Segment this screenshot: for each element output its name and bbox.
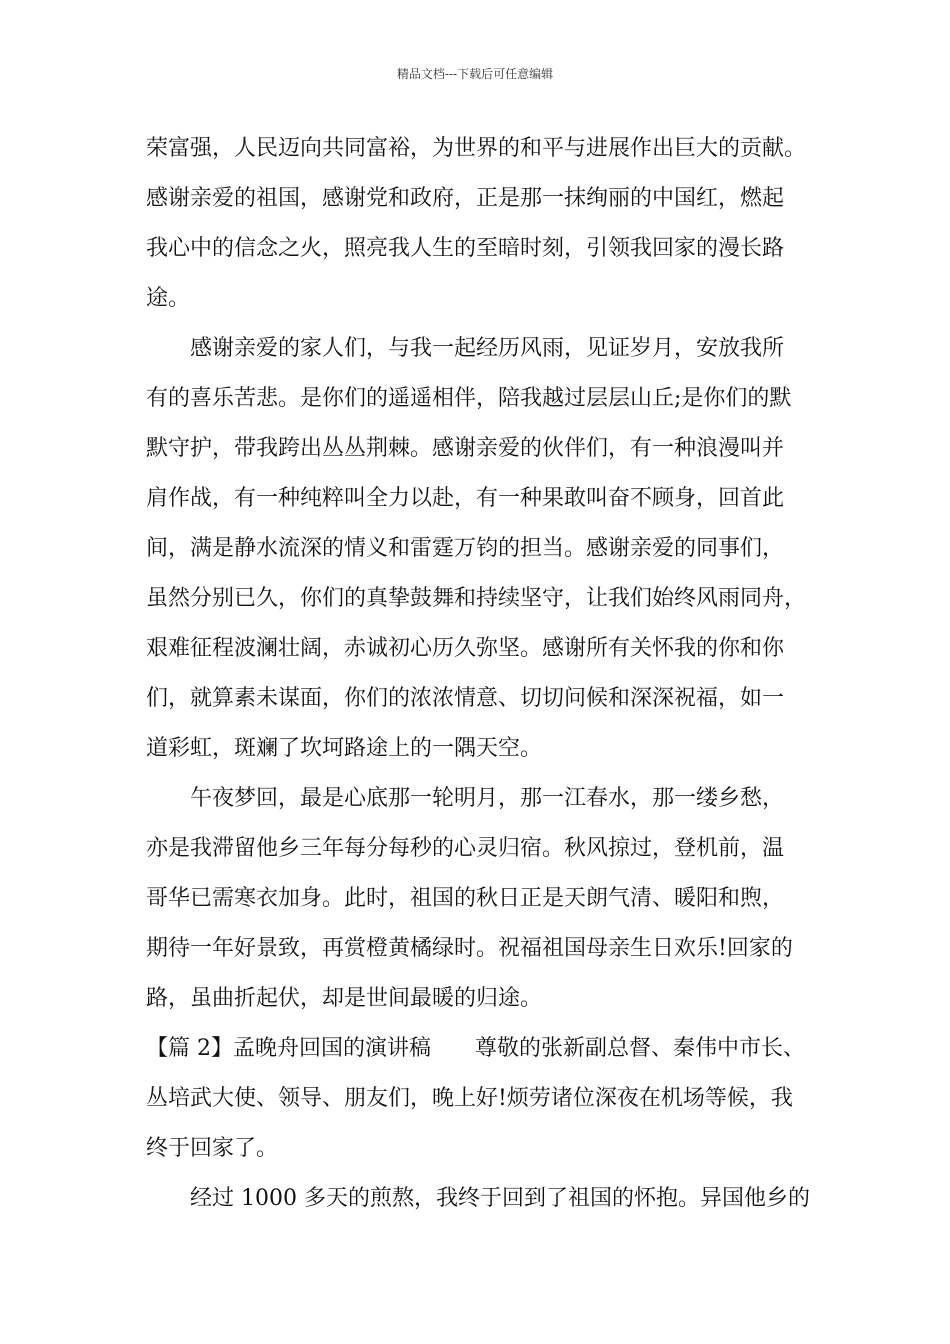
text-line: 们，就算素未谋面，你们的浓浓情意、切切问候和深深祝福，如一 <box>146 686 785 711</box>
text-line: 肩作战，有一种纯粹叫全力以赴，有一种果敢叫奋不顾身，回首此 <box>146 486 785 511</box>
text-line: 终于回家了。 <box>146 1136 279 1161</box>
text-line: 艰难征程波澜壮阔，赤诚初心历久弥坚。感谢所有关怀我的你和你 <box>146 636 785 661</box>
page-header: 精品文档---下载后可任意编辑 <box>396 67 554 81</box>
text-line: 感谢亲爱的祖国，感谢党和政府，正是那一抹绚丽的中国红，燃起 <box>146 186 785 211</box>
paragraph-first-line: 感谢亲爱的家人们，与我一起经历风雨，见证岁月，安放我所 <box>190 336 785 361</box>
document-body <box>146 124 836 1224</box>
text-line: 荣富强，人民迈向共同富裕，为世界的和平与进展作出巨大的贡献。 <box>146 136 807 161</box>
section-heading-line: 【篇 2】孟晚舟回国的演讲稿 尊敬的张新副总督、秦伟中市长、 <box>146 1036 805 1061</box>
text-line: 期待一年好景致，再赏橙黄橘绿时。祝福祖国母亲生日欢乐!回家的 <box>146 936 793 961</box>
text-line: 路，虽曲折起伏，却是世间最暖的归途。 <box>146 986 543 1011</box>
text-line: 途。 <box>146 286 191 311</box>
text-line: 道彩虹，斑斓了坎坷路途上的一隅天空。 <box>146 736 543 761</box>
text-line: 亦是我滞留他乡三年每分每秒的心灵归宿。秋风掠过，登机前，温 <box>146 836 785 861</box>
text-line: 有的喜乐苦悲。是你们的遥遥相伴，陪我越过层层山丘;是你们的默 <box>146 386 792 411</box>
paragraph-first-line: 经过 1000 多天的煎熬，我终于回到了祖国的怀抱。异国他乡的 <box>190 1186 810 1211</box>
text-line: 间，满是静水流深的情义和雷霆万钧的担当。感谢亲爱的同事们， <box>146 536 785 561</box>
text-line: 我心中的信念之火，照亮我人生的至暗时刻，引领我回家的漫长路 <box>146 236 785 261</box>
text-line: 哥华已需寒衣加身。此时，祖国的秋日正是天朗气清、暖阳和煦， <box>146 886 785 911</box>
text-line: 丛培武大使、领导、朋友们，晚上好!烦劳诸位深夜在机场等候，我 <box>146 1086 793 1111</box>
text-line: 默守护，带我跨出丛丛荆棘。感谢亲爱的伙伴们，有一种浪漫叫并 <box>146 436 785 461</box>
text-line: 虽然分别已久，你们的真挚鼓舞和持续坚守，让我们始终风雨同舟， <box>146 586 807 611</box>
paragraph-first-line: 午夜梦回，最是心底那一轮明月，那一江春水，那一缕乡愁， <box>190 786 785 811</box>
